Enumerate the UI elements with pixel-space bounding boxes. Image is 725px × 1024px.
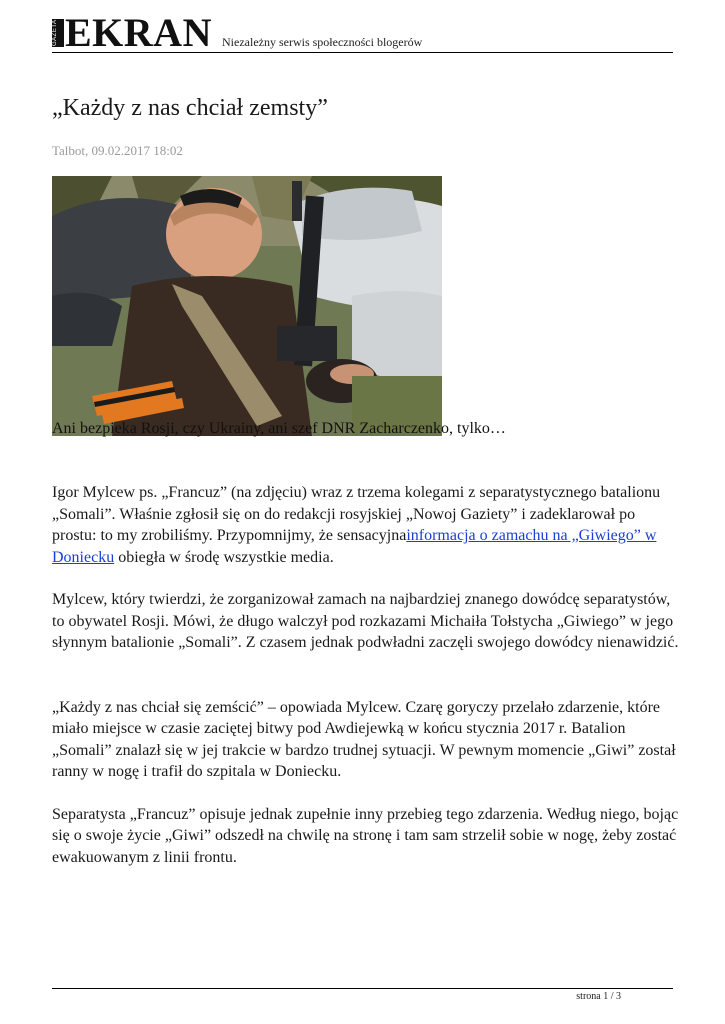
site-header bbox=[52, 10, 673, 55]
paragraph-3: „Każdy z nas chciał się zemścić” – opowiada Mylcew. Czarę goryczy przelało zdarzenie, które miało miejsce w czasie zaciętej bitwy pod Awdiejewką w końcu stycznia 2017 r. Batalion „Somali” znalazł się w jej trakcie w bardzo trudnej sytuacji. W pewnym momencie „Giwi” został ranny w nogę i trafił do szpitala w Doniecku. bbox=[52, 698, 676, 780]
image-caption: Ani bezpieka Rosji, czy Ukrainy, ani szef DNR Zacharczenko, tylko… bbox=[52, 420, 506, 437]
paragraph-2: Mylcew, który twierdzi, że zorganizował zamach na najbardziej znanego dowódcę separatystów, to obywatel Rosji. Mówi, że długo walczył pod rozkazami Michaiła Tołstycha „Giwiego” w jego słynnym batalionie „Somali”. Z czasem jednak podwładni zaczęli swojego dowódcy nienawidzić. bbox=[52, 591, 679, 651]
site-tagline: Niezależny serwis społeczności blogerów bbox=[222, 35, 423, 49]
article-meta: Talbot, 09.02.2017 18:02 bbox=[52, 143, 183, 158]
article-title: „Każdy z nas chciał zemsty” bbox=[52, 95, 328, 121]
paragraph-1-text: Igor Mylcew ps. „Francuz” (na zdjęciu) wraz z trzema kolegami z separatystycznego batalionu „Somali”. Właśnie zgłosił się on do redakcji rosyjskiej „Nowoj Gaziety” i zadeklarował po prostu: to my zrobiliśmy. Przypomnijmy, że sensacyjna bbox=[52, 484, 661, 544]
paragraph-4: Separatysta „Francuz” opisuje jednak zupełnie inny przebieg tego zdarzenia. Według niego, bojąc się o swoje życie „Giwi” odszedł na chwilę na stronę i tam sam strzelił sobie w nogę, żeby zostać ewakuowanym z linii frontu. bbox=[52, 805, 679, 866]
logo-text: EKRAN bbox=[65, 10, 212, 55]
article-body bbox=[52, 482, 682, 868]
article-photo bbox=[52, 176, 442, 436]
article-link[interactable]: informacja o zamachu na „Giwiego” w Doniecku bbox=[52, 527, 657, 566]
page-number: strona 1 / 3 bbox=[576, 991, 621, 1002]
footer-divider bbox=[52, 988, 673, 989]
site-logo[interactable] bbox=[52, 10, 212, 55]
logo-badge: GAZETA bbox=[52, 19, 64, 47]
paragraph-1-tail: obiegła w środę wszystkie media. bbox=[114, 548, 334, 566]
paragraph-1 bbox=[52, 482, 682, 568]
